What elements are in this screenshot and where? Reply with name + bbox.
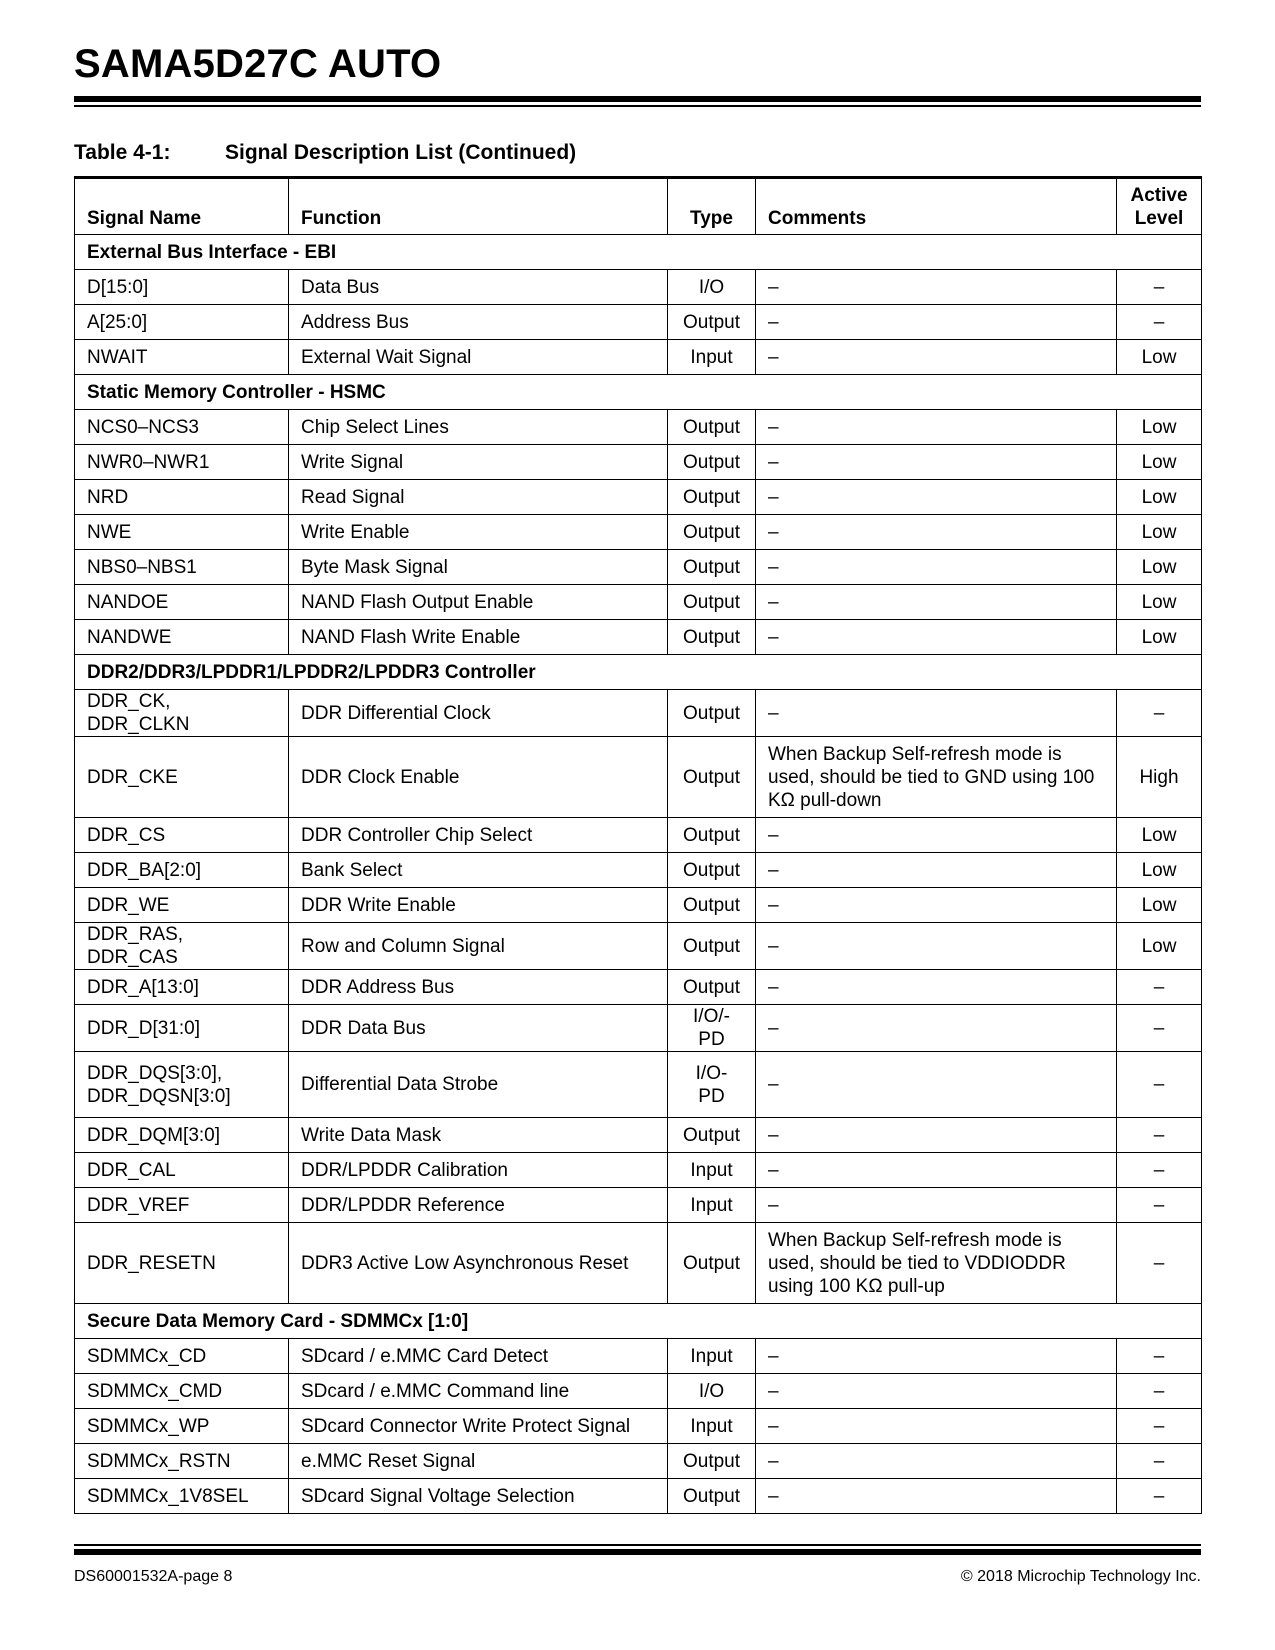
- table-row: [75, 305, 1202, 340]
- cell-type: Output: [668, 550, 756, 585]
- cell-comments: –: [756, 340, 1117, 375]
- cell-active-level: –: [1117, 1052, 1202, 1118]
- cell-type: Input: [668, 1188, 756, 1223]
- table-body: [75, 235, 1202, 1514]
- cell-active-level: Low: [1117, 340, 1202, 375]
- cell-type: Output: [668, 1223, 756, 1304]
- cell-type: I/O: [668, 1374, 756, 1409]
- table-row: [75, 1005, 1202, 1052]
- cell-signal-name: SDMMCx_RSTN: [75, 1444, 289, 1479]
- cell-signal-name: DDR_RESETN: [75, 1223, 289, 1304]
- document-title: SAMA5D27C AUTO: [74, 42, 442, 86]
- cell-comments: –: [756, 480, 1117, 515]
- cell-comments: –: [756, 270, 1117, 305]
- cell-type: Output: [668, 853, 756, 888]
- cell-comments: –: [756, 445, 1117, 480]
- cell-active-level: Low: [1117, 445, 1202, 480]
- cell-signal-name: NCS0–NCS3: [75, 410, 289, 445]
- header-rule-thick: [74, 96, 1201, 102]
- cell-active-level: –: [1117, 1374, 1202, 1409]
- table-row: [75, 1153, 1202, 1188]
- cell-active-level: –: [1117, 305, 1202, 340]
- cell-function: NAND Flash Write Enable: [289, 620, 668, 655]
- cell-function: Byte Mask Signal: [289, 550, 668, 585]
- cell-type: Input: [668, 1153, 756, 1188]
- cell-signal-name: NANDOE: [75, 585, 289, 620]
- cell-active-level: Low: [1117, 410, 1202, 445]
- cell-type: Output: [668, 1479, 756, 1514]
- cell-function: DDR Differential Clock: [289, 690, 668, 737]
- cell-active-level: Low: [1117, 888, 1202, 923]
- cell-type: I/O- PD: [668, 1052, 756, 1118]
- table-row: [75, 970, 1202, 1005]
- cell-active-level: –: [1117, 1223, 1202, 1304]
- cell-signal-name: SDMMCx_WP: [75, 1409, 289, 1444]
- cell-comments: –: [756, 585, 1117, 620]
- table-row: [75, 1339, 1202, 1374]
- cell-active-level: –: [1117, 270, 1202, 305]
- cell-function: Bank Select: [289, 853, 668, 888]
- table-row: [75, 340, 1202, 375]
- signal-description-table: [74, 176, 1202, 1514]
- cell-function: SDcard Connector Write Protect Signal: [289, 1409, 668, 1444]
- table-header-row: [75, 178, 1202, 235]
- cell-signal-name: DDR_DQM[3:0]: [75, 1118, 289, 1153]
- header-signal-name: Signal Name: [75, 178, 289, 235]
- cell-comments: –: [756, 1444, 1117, 1479]
- cell-signal-name: DDR_DQS[3:0], DDR_DQSN[3:0]: [75, 1052, 289, 1118]
- cell-active-level: Low: [1117, 515, 1202, 550]
- cell-active-level: Low: [1117, 818, 1202, 853]
- cell-active-level: Low: [1117, 585, 1202, 620]
- table-row: [75, 480, 1202, 515]
- cell-comments: –: [756, 1118, 1117, 1153]
- cell-active-level: –: [1117, 1479, 1202, 1514]
- cell-comments: –: [756, 1188, 1117, 1223]
- cell-function: Row and Column Signal: [289, 923, 668, 970]
- table-row: [75, 585, 1202, 620]
- cell-signal-name: SDMMCx_CD: [75, 1339, 289, 1374]
- cell-function: DDR Clock Enable: [289, 737, 668, 818]
- cell-type: Output: [668, 737, 756, 818]
- cell-type: Output: [668, 515, 756, 550]
- cell-function: DDR Write Enable: [289, 888, 668, 923]
- cell-signal-name: SDMMCx_CMD: [75, 1374, 289, 1409]
- cell-active-level: Low: [1117, 923, 1202, 970]
- table-row: [75, 1374, 1202, 1409]
- cell-comments: –: [756, 888, 1117, 923]
- cell-function: SDcard Signal Voltage Selection: [289, 1479, 668, 1514]
- cell-type: Output: [668, 445, 756, 480]
- footer-rule-thick: [74, 1549, 1201, 1555]
- cell-type: Output: [668, 970, 756, 1005]
- cell-active-level: Low: [1117, 550, 1202, 585]
- cell-signal-name: DDR_CKE: [75, 737, 289, 818]
- cell-active-level: –: [1117, 970, 1202, 1005]
- cell-function: SDcard / e.MMC Card Detect: [289, 1339, 668, 1374]
- table-row: [75, 818, 1202, 853]
- cell-active-level: Low: [1117, 853, 1202, 888]
- cell-function: DDR/LPDDR Calibration: [289, 1153, 668, 1188]
- table-number: Table 4-1:: [74, 141, 171, 164]
- cell-signal-name: DDR_CAL: [75, 1153, 289, 1188]
- header-comments: Comments: [756, 178, 1117, 235]
- cell-comments: –: [756, 818, 1117, 853]
- cell-function: SDcard / e.MMC Command line: [289, 1374, 668, 1409]
- header-active-level: Active Level: [1117, 178, 1202, 235]
- cell-signal-name: DDR_D[31:0]: [75, 1005, 289, 1052]
- cell-function: DDR Data Bus: [289, 1005, 668, 1052]
- cell-active-level: –: [1117, 1118, 1202, 1153]
- cell-signal-name: NWE: [75, 515, 289, 550]
- table-row: [75, 888, 1202, 923]
- table-row: [75, 923, 1202, 970]
- cell-signal-name: A[25:0]: [75, 305, 289, 340]
- cell-comments: When Backup Self-refresh mode is used, should be tied to VDDIODDR using 100 KΩ pull-up: [756, 1223, 1117, 1304]
- cell-type: Output: [668, 923, 756, 970]
- table-caption: [74, 141, 576, 165]
- cell-type: Output: [668, 818, 756, 853]
- cell-comments: –: [756, 1052, 1117, 1118]
- cell-function: DDR3 Active Low Asynchronous Reset: [289, 1223, 668, 1304]
- cell-signal-name: DDR_CK, DDR_CLKN: [75, 690, 289, 737]
- cell-signal-name: DDR_WE: [75, 888, 289, 923]
- cell-comments: –: [756, 550, 1117, 585]
- table-row: [75, 410, 1202, 445]
- table-row: [75, 1444, 1202, 1479]
- header-rule-thin: [74, 105, 1201, 107]
- section-title: Static Memory Controller - HSMC: [75, 375, 1202, 410]
- cell-comments: –: [756, 1479, 1117, 1514]
- cell-signal-name: DDR_RAS, DDR_CAS: [75, 923, 289, 970]
- cell-function: Differential Data Strobe: [289, 1052, 668, 1118]
- cell-comments: –: [756, 970, 1117, 1005]
- cell-comments: –: [756, 1409, 1117, 1444]
- cell-active-level: –: [1117, 1153, 1202, 1188]
- cell-active-level: –: [1117, 1339, 1202, 1374]
- cell-function: Data Bus: [289, 270, 668, 305]
- table-row: [75, 737, 1202, 818]
- table-row: [75, 1223, 1202, 1304]
- cell-active-level: Low: [1117, 620, 1202, 655]
- cell-type: Input: [668, 1339, 756, 1374]
- cell-signal-name: D[15:0]: [75, 270, 289, 305]
- table-row: [75, 1409, 1202, 1444]
- cell-function: e.MMC Reset Signal: [289, 1444, 668, 1479]
- cell-active-level: –: [1117, 1188, 1202, 1223]
- cell-comments: –: [756, 853, 1117, 888]
- cell-function: Chip Select Lines: [289, 410, 668, 445]
- cell-comments: –: [756, 620, 1117, 655]
- table-row: [75, 270, 1202, 305]
- cell-function: Write Data Mask: [289, 1118, 668, 1153]
- cell-type: I/O: [668, 270, 756, 305]
- section-header-row: [75, 375, 1202, 410]
- header-type: Type: [668, 178, 756, 235]
- cell-signal-name: NBS0–NBS1: [75, 550, 289, 585]
- table-row: [75, 853, 1202, 888]
- cell-signal-name: NANDWE: [75, 620, 289, 655]
- cell-comments: –: [756, 923, 1117, 970]
- table-caption-text: Signal Description List (Continued): [225, 141, 577, 164]
- cell-type: Output: [668, 1118, 756, 1153]
- table-row: [75, 515, 1202, 550]
- cell-function: Read Signal: [289, 480, 668, 515]
- cell-type: Output: [668, 410, 756, 445]
- cell-signal-name: DDR_A[13:0]: [75, 970, 289, 1005]
- table-row: [75, 1188, 1202, 1223]
- cell-comments: –: [756, 305, 1117, 340]
- cell-type: Input: [668, 340, 756, 375]
- cell-signal-name: NWAIT: [75, 340, 289, 375]
- cell-comments: –: [756, 515, 1117, 550]
- cell-function: NAND Flash Output Enable: [289, 585, 668, 620]
- cell-active-level: Low: [1117, 480, 1202, 515]
- section-title: DDR2/DDR3/LPDDR1/LPDDR2/LPDDR3 Controller: [75, 655, 1202, 690]
- table-row: [75, 445, 1202, 480]
- cell-signal-name: DDR_VREF: [75, 1188, 289, 1223]
- footer-doc-id: DS60001532A-page 8: [74, 1568, 233, 1585]
- section-header-row: [75, 655, 1202, 690]
- cell-type: Input: [668, 1409, 756, 1444]
- cell-type: Output: [668, 620, 756, 655]
- section-title: External Bus Interface - EBI: [75, 235, 1202, 270]
- cell-active-level: –: [1117, 1444, 1202, 1479]
- cell-comments: –: [756, 410, 1117, 445]
- cell-comments: –: [756, 1005, 1117, 1052]
- cell-type: Output: [668, 585, 756, 620]
- footer-rule-thin: [74, 1544, 1201, 1546]
- table-row: [75, 1052, 1202, 1118]
- cell-comments: –: [756, 1339, 1117, 1374]
- cell-function: Write Enable: [289, 515, 668, 550]
- table-row: [75, 690, 1202, 737]
- cell-type: I/O/-PD: [668, 1005, 756, 1052]
- cell-function: DDR Address Bus: [289, 970, 668, 1005]
- cell-active-level: –: [1117, 1409, 1202, 1444]
- section-header-row: [75, 235, 1202, 270]
- header-function: Function: [289, 178, 668, 235]
- cell-function: Address Bus: [289, 305, 668, 340]
- cell-function: Write Signal: [289, 445, 668, 480]
- table-row: [75, 1479, 1202, 1514]
- cell-function: DDR/LPDDR Reference: [289, 1188, 668, 1223]
- cell-type: Output: [668, 305, 756, 340]
- cell-signal-name: DDR_CS: [75, 818, 289, 853]
- cell-signal-name: DDR_BA[2:0]: [75, 853, 289, 888]
- cell-active-level: –: [1117, 690, 1202, 737]
- cell-comments: When Backup Self-refresh mode is used, should be tied to GND using 100 KΩ pull-down: [756, 737, 1117, 818]
- cell-type: Output: [668, 480, 756, 515]
- cell-signal-name: SDMMCx_1V8SEL: [75, 1479, 289, 1514]
- table-row: [75, 620, 1202, 655]
- section-header-row: [75, 1304, 1202, 1339]
- cell-comments: –: [756, 690, 1117, 737]
- cell-active-level: –: [1117, 1005, 1202, 1052]
- cell-function: DDR Controller Chip Select: [289, 818, 668, 853]
- cell-comments: –: [756, 1153, 1117, 1188]
- cell-type: Output: [668, 888, 756, 923]
- cell-signal-name: NRD: [75, 480, 289, 515]
- cell-type: Output: [668, 690, 756, 737]
- cell-comments: –: [756, 1374, 1117, 1409]
- cell-active-level: High: [1117, 737, 1202, 818]
- section-title: Secure Data Memory Card - SDMMCx [1:0]: [75, 1304, 1202, 1339]
- cell-type: Output: [668, 1444, 756, 1479]
- footer-copyright: © 2018 Microchip Technology Inc.: [960, 1568, 1201, 1585]
- table-row: [75, 1118, 1202, 1153]
- cell-signal-name: NWR0–NWR1: [75, 445, 289, 480]
- cell-function: External Wait Signal: [289, 340, 668, 375]
- table-row: [75, 550, 1202, 585]
